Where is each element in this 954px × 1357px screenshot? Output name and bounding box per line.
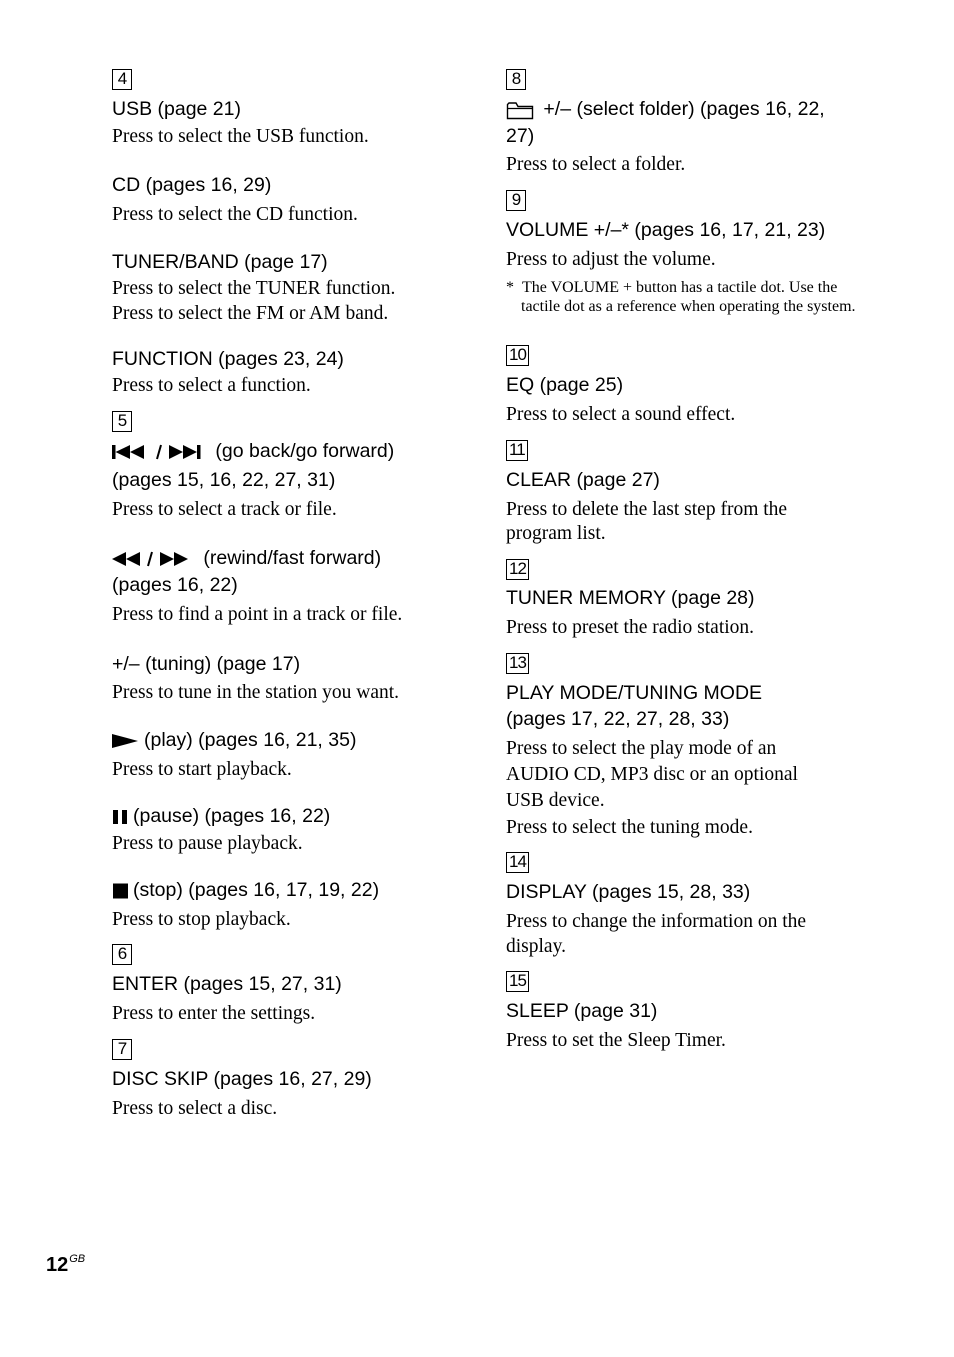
section-number: 7	[112, 1039, 132, 1060]
play-mode-desc-2: AUDIO CD, MP3 disc or an optional	[506, 764, 798, 785]
eq-heading: EQ (page 25)	[506, 374, 624, 396]
prev-next-icon	[112, 443, 206, 461]
clear-desc-2: program list.	[506, 523, 606, 544]
section-15-header	[506, 971, 529, 992]
folder-icon	[506, 100, 534, 120]
function-heading: FUNCTION (pages 23, 24)	[112, 348, 344, 370]
enter-heading: ENTER (pages 15, 27, 31)	[112, 973, 342, 995]
stop-heading-text: (stop) (pages 16, 17, 19, 22)	[133, 879, 380, 901]
folder-heading	[506, 96, 825, 123]
section-number: 15	[506, 971, 529, 992]
skip-heading-text: (go back/go forward)	[210, 440, 395, 462]
play-mode-desc-1: Press to select the play mode of an	[506, 738, 777, 759]
play-mode-desc-3: USB device.	[506, 790, 605, 811]
tuner-band-desc-2: Press to select the FM or AM band.	[112, 303, 389, 324]
play-mode-heading: PLAY MODE/TUNING MODE	[506, 682, 763, 704]
rewind-pages: (pages 16, 22)	[112, 574, 238, 596]
section-number: 6	[112, 944, 132, 965]
usb-heading: USB (page 21)	[112, 98, 241, 120]
eq-desc: Press to select a sound effect.	[506, 404, 736, 425]
display-desc-2: display.	[506, 936, 566, 957]
play-desc: Press to start playback.	[112, 759, 292, 780]
section-number: 14	[506, 852, 529, 873]
disc-skip-desc: Press to select a disc.	[112, 1098, 278, 1119]
section-12-header	[506, 559, 529, 580]
pause-heading	[112, 803, 330, 830]
rewind-heading-text: (rewind/fast forward)	[198, 547, 382, 569]
rewind-heading	[112, 545, 381, 572]
pause-desc: Press to pause playback.	[112, 833, 303, 854]
volume-footnote: * The VOLUME + button has a tactile dot. Use the tactile dot as a reference when operating the system.	[506, 279, 856, 315]
enter-desc: Press to enter the settings.	[112, 1003, 316, 1024]
page-number	[46, 1253, 85, 1277]
folder-heading-text: +/– (select folder) (pages 16, 22,	[538, 98, 825, 120]
section-number: 5	[112, 411, 132, 432]
play-icon	[112, 732, 140, 750]
section-10-header	[506, 345, 529, 366]
section-number: 12	[506, 559, 529, 580]
tuner-memory-desc: Press to preset the radio station.	[506, 617, 755, 638]
section-6-header	[112, 944, 132, 965]
section-number: 13	[506, 653, 529, 674]
play-heading-text: (play) (pages 16, 21, 35)	[144, 729, 357, 751]
page-number-suffix: GB	[69, 1253, 86, 1265]
display-desc-1: Press to change the information on the	[506, 911, 807, 932]
section-11-header	[506, 440, 528, 461]
sleep-desc: Press to set the Sleep Timer.	[506, 1030, 726, 1051]
skip-desc: Press to select a track or file.	[112, 499, 337, 520]
stop-icon	[112, 882, 129, 900]
cd-heading: CD (pages 16, 29)	[112, 174, 272, 196]
display-heading: DISPLAY (pages 15, 28, 33)	[506, 881, 751, 903]
tuner-band-heading: TUNER/BAND (page 17)	[112, 251, 328, 273]
clear-heading: CLEAR (page 27)	[506, 469, 660, 491]
tuner-memory-heading: TUNER MEMORY (page 28)	[506, 587, 755, 609]
section-number: 9	[506, 190, 526, 211]
play-mode-pages: (pages 17, 22, 27, 28, 33)	[506, 708, 730, 730]
disc-skip-heading: DISC SKIP (pages 16, 27, 29)	[112, 1068, 372, 1090]
tuning-heading: +/– (tuning) (page 17)	[112, 653, 301, 675]
section-number: 11	[506, 440, 528, 461]
rewind-fast-forward-icon	[112, 550, 194, 568]
play-mode-desc-4: Press to select the tuning mode.	[506, 817, 753, 838]
section-4-header	[112, 69, 132, 90]
tuner-band-desc-1: Press to select the TUNER function.	[112, 278, 396, 299]
section-9-header	[506, 190, 526, 211]
stop-heading	[112, 877, 379, 904]
function-desc: Press to select a function.	[112, 375, 311, 396]
page-number-value: 12	[46, 1254, 69, 1276]
cd-desc: Press to select the CD function.	[112, 204, 358, 225]
section-7-header	[112, 1039, 132, 1060]
rewind-desc: Press to find a point in a track or file.	[112, 604, 403, 625]
clear-desc-1: Press to delete the last step from the	[506, 499, 788, 520]
section-number: 8	[506, 69, 526, 90]
section-number: 4	[112, 69, 132, 90]
volume-heading: VOLUME +/–* (pages 16, 17, 21, 23)	[506, 219, 826, 241]
folder-pages: 27)	[506, 125, 535, 147]
section-14-header	[506, 852, 529, 873]
section-5-header	[112, 411, 132, 432]
play-heading	[112, 727, 356, 754]
skip-heading	[112, 438, 394, 465]
skip-pages: (pages 15, 16, 22, 27, 31)	[112, 469, 336, 491]
volume-desc: Press to adjust the volume.	[506, 249, 716, 270]
section-13-header	[506, 653, 529, 674]
usb-desc: Press to select the USB function.	[112, 126, 369, 147]
sleep-heading: SLEEP (page 31)	[506, 1000, 658, 1022]
folder-desc: Press to select a folder.	[506, 154, 686, 175]
section-number: 10	[506, 345, 529, 366]
pause-heading-text: (pause) (pages 16, 22)	[133, 805, 331, 827]
tuning-desc: Press to tune in the station you want.	[112, 682, 400, 703]
stop-desc: Press to stop playback.	[112, 909, 291, 930]
pause-icon	[112, 808, 129, 826]
section-8-header	[506, 69, 526, 90]
